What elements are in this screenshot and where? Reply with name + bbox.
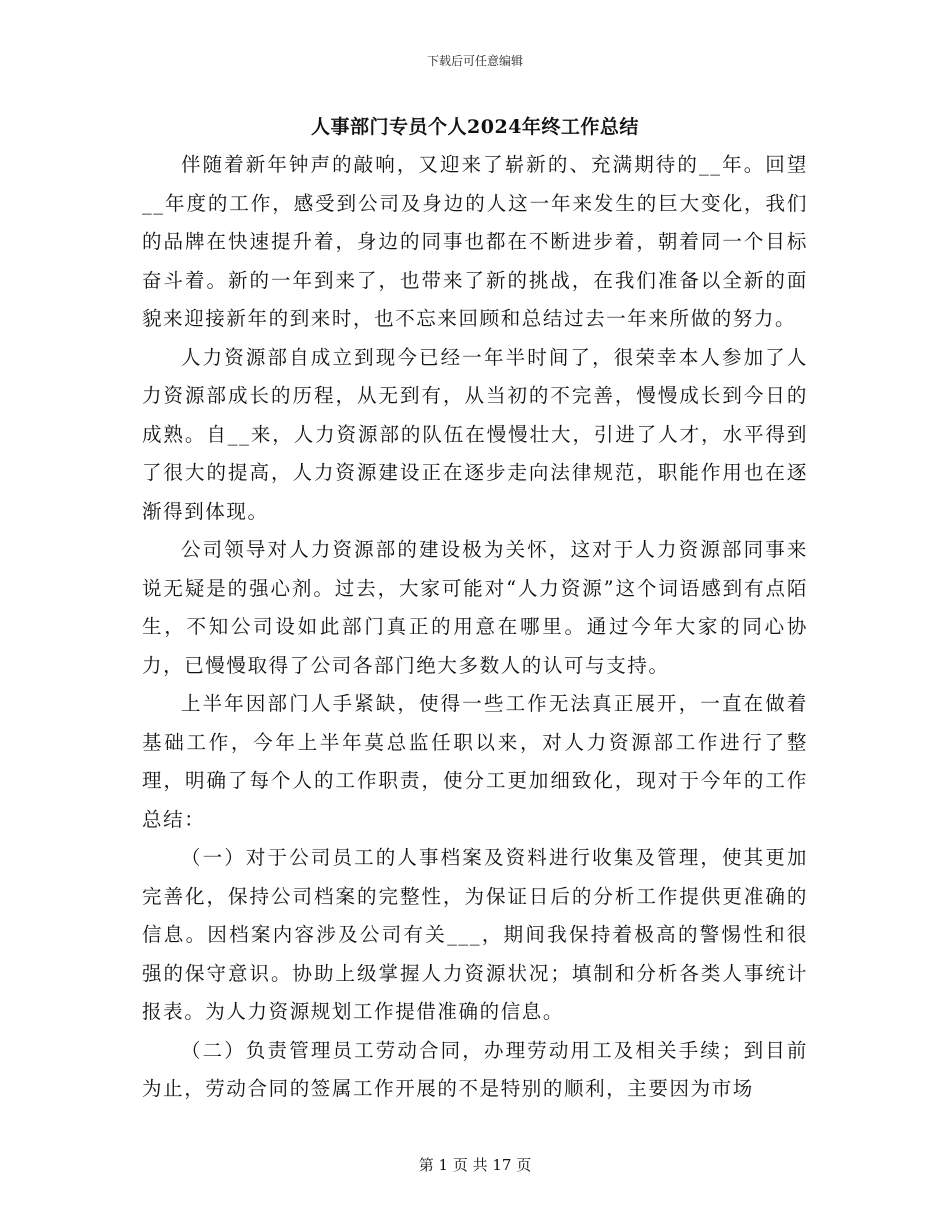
document-body (142, 146, 808, 1109)
paragraph-intro: 伴随着新年钟声的敲响，又迎来了崭新的、充满期待的__年。回望__年度的工作，感受到公司及身边的人这一年来发生的巨大变化，我们的品牌在快速提升着，身边的同事也都在不断进步着，朝着同一个目标奋斗着。新的一年到来了，也带来了新的挑战，在我们准备以全新的面貌来迎接新年的到来时，也不忘来回顾和总结过去一年来所做的努力。 (142, 153, 808, 330)
document-title: 人事部门专员个人2024年终工作总结 (311, 116, 639, 138)
paragraph-item-two: （二）负责管理员工劳动合同，办理劳动用工及相关手续；到目前为止，劳动合同的签属工作开展的不是特别的顺利，主要因为市场 (142, 1038, 808, 1100)
paragraph-hr-history: 人力资源部自成立到现今已经一年半时间了，很荣幸本人参加了人力资源部成长的历程，从无到有，从当初的不完善，慢慢成长到今日的成熟。自__来，人力资源部的队伍在慢慢壮大，引进了人才，水平得到了很大的提高，人力资源建设正在逐步走向法律规范，职能作用也在逐渐得到体现。 (142, 345, 808, 523)
page-number: 第 1 页 共 17 页 (418, 1156, 532, 1174)
paragraph-item-one: （一）对于公司员工的人事档案及资料进行收集及管理，使其更加完善化，保持公司档案的完整性，为保证日后的分析工作提供更准确的信息。因档案内容涉及公司有关___，期间我保持着极高的警惕性和很强的保守意识。协助上级掌握人力资源状况；填制和分析各类人事统计报表。为人力资源规划工作提借准确的信息。 (142, 846, 808, 1023)
paragraph-first-half-year: 上半年因部门人手紧缺，使得一些工作无法真正展开，一直在做着基础工作，今年上半年莫总监任职以来，对人力资源部工作进行了整理，明确了每个人的工作职责，使分工更加细致化，现对于今年的工作总结： (142, 692, 808, 831)
paragraph-leadership-support: 公司领导对人力资源部的建设极为关怀，这对于人力资源部同事来说无疑是的强心剂。过去，大家可能对“人力资源”这个词语感到有点陌生，不知公司设如此部门真正的用意在哪里。通过今年大家的同心协力，已慢慢取得了公司各部门绝大多数人的认可与支持。 (142, 538, 808, 677)
header-note: 下载后可任意编辑 (426, 54, 523, 68)
